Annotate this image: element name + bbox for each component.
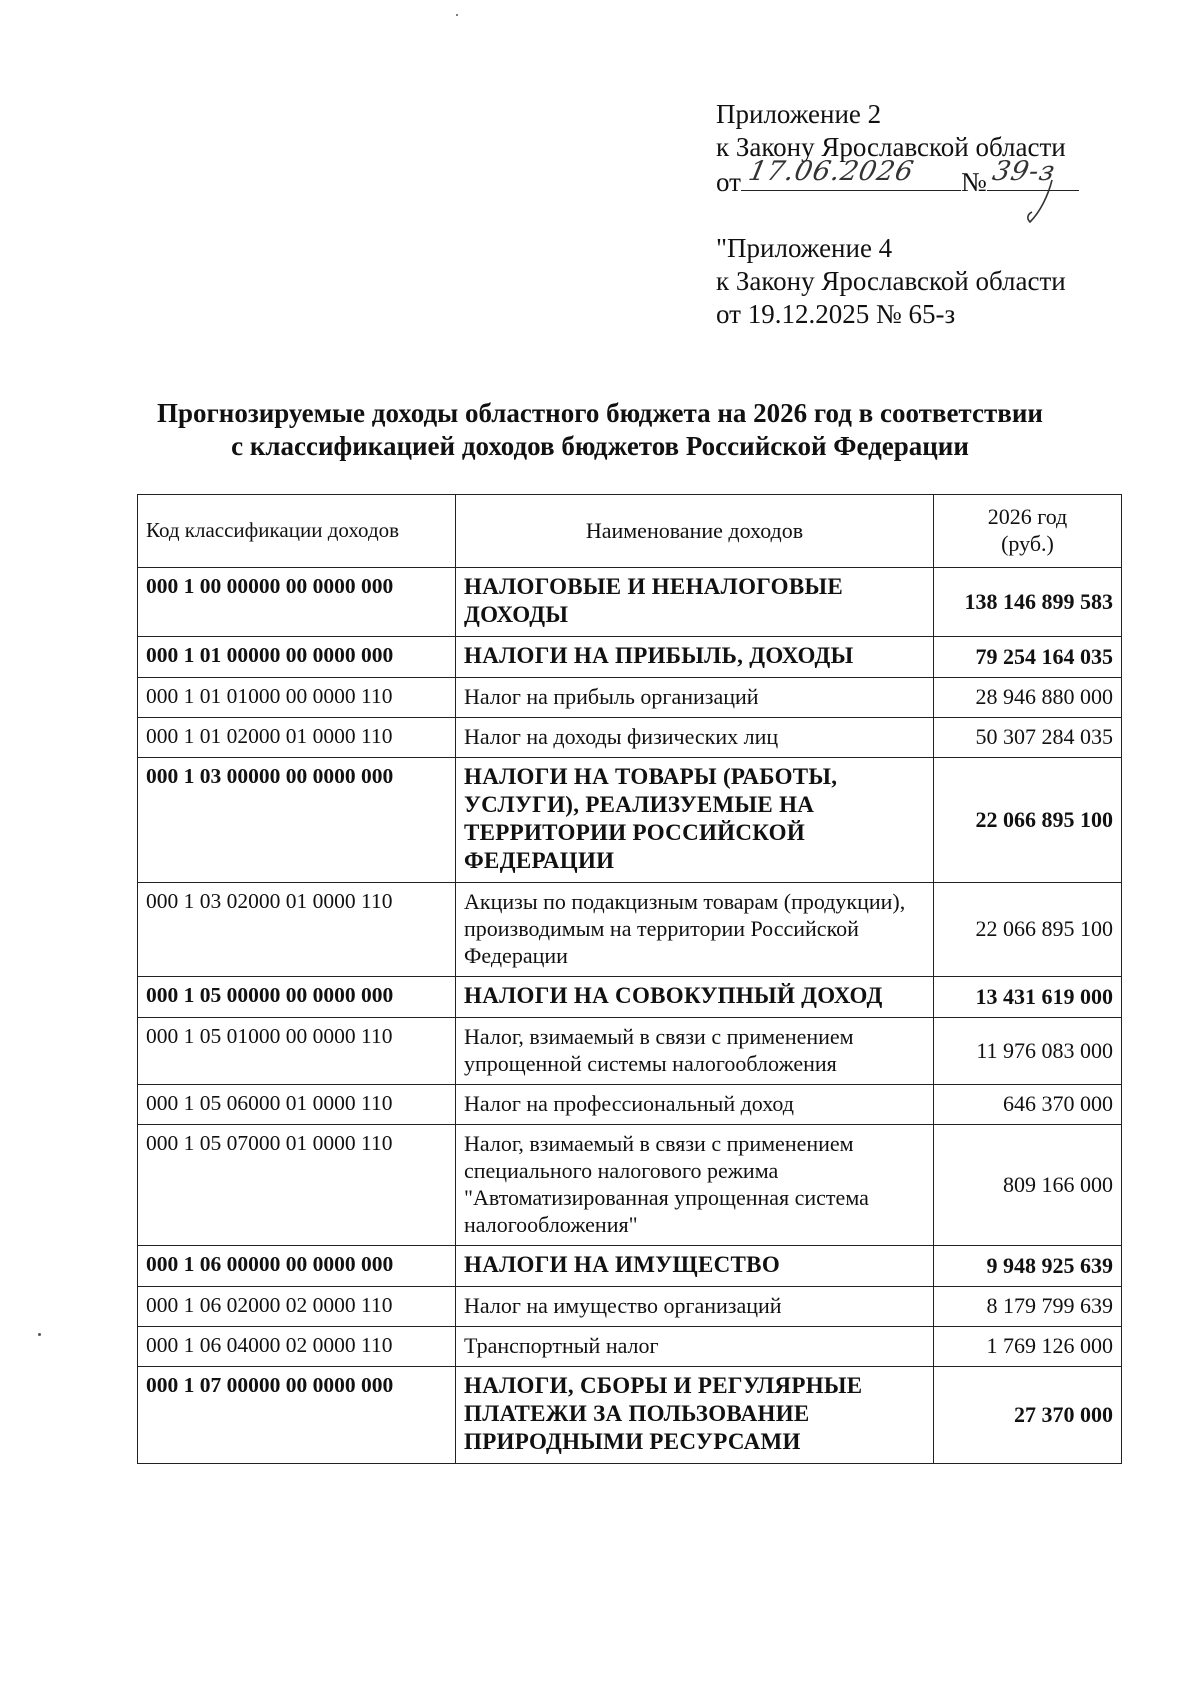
cell-value: 11 976 083 000: [934, 1018, 1122, 1085]
cell-code: 000 1 03 02000 01 0000 110: [138, 883, 456, 977]
cell-value: 13 431 619 000: [934, 977, 1122, 1018]
header-year-unit: (руб.): [1001, 531, 1054, 556]
header-code: Код классификации доходов: [138, 495, 456, 568]
amended-appendix-header: [716, 232, 1136, 331]
handwritten-date: 17.06.2026: [745, 156, 917, 187]
revenue-table: [137, 494, 1122, 1464]
cell-code: 000 1 01 02000 01 0000 110: [138, 718, 456, 758]
cell-code: 000 1 03 00000 00 0000 000: [138, 758, 456, 883]
cell-code: 000 1 05 00000 00 0000 000: [138, 977, 456, 1018]
cell-value: 646 370 000: [934, 1085, 1122, 1125]
cell-code: 000 1 07 00000 00 0000 000: [138, 1367, 456, 1464]
cell-value: 50 307 284 035: [934, 718, 1122, 758]
cell-value: 28 946 880 000: [934, 678, 1122, 718]
cell-name: НАЛОГИ, СБОРЫ И РЕГУЛЯРНЫЕ ПЛАТЕЖИ ЗА ПОЛЬЗОВАНИЕ ПРИРОДНЫМИ РЕСУРСАМИ: [456, 1367, 934, 1464]
cell-name: Налог на профессиональный доход: [456, 1085, 934, 1125]
cell-code: 000 1 06 00000 00 0000 000: [138, 1246, 456, 1287]
cell-name: Налог на прибыль организаций: [456, 678, 934, 718]
table-row: [138, 1246, 1122, 1287]
date-field: [741, 156, 961, 191]
header-year-label: 2026 год: [987, 504, 1068, 529]
cell-code: 000 1 05 01000 00 0000 110: [138, 1018, 456, 1085]
cell-name: НАЛОГИ НА СОВОКУПНЫЙ ДОХОД: [456, 977, 934, 1018]
cell-value: 138 146 899 583: [934, 568, 1122, 637]
cell-value: 79 254 164 035: [934, 637, 1122, 678]
scan-speck: [456, 14, 458, 16]
cell-value: 9 948 925 639: [934, 1246, 1122, 1287]
amended-appendix-law: к Закону Ярославской области: [716, 266, 1066, 296]
date-prefix: от: [716, 167, 741, 197]
table-row: [138, 883, 1122, 977]
appendix-number: Приложение 2: [716, 99, 882, 129]
table-body: [138, 568, 1122, 1464]
handwritten-number: 39-з: [989, 156, 1059, 187]
table-row: [138, 718, 1122, 758]
cell-value: 1 769 126 000: [934, 1327, 1122, 1367]
table-row: [138, 758, 1122, 883]
cell-name: НАЛОГИ НА ПРИБЫЛЬ, ДОХОДЫ: [456, 637, 934, 678]
table-row: [138, 637, 1122, 678]
table-row: [138, 678, 1122, 718]
cell-value: 27 370 000: [934, 1367, 1122, 1464]
cell-code: 000 1 01 01000 00 0000 110: [138, 678, 456, 718]
cell-name: Налог, взимаемый в связи с применением специального налогового режима "Автоматизированная упрощенная система налогообложения": [456, 1125, 934, 1246]
table-row: [138, 1085, 1122, 1125]
table-row: [138, 1287, 1122, 1327]
document-title: [100, 397, 1100, 463]
cell-code: 000 1 06 02000 02 0000 110: [138, 1287, 456, 1327]
handwritten-stroke-icon: [1022, 178, 1062, 228]
cell-code: 000 1 06 04000 02 0000 110: [138, 1327, 456, 1367]
table-row: [138, 568, 1122, 637]
cell-name: Налог на доходы физических лиц: [456, 718, 934, 758]
cell-code: 000 1 05 06000 01 0000 110: [138, 1085, 456, 1125]
amended-appendix-date: от 19.12.2025 № 65-з: [716, 299, 956, 329]
table-header-row: [138, 495, 1122, 568]
cell-value: 809 166 000: [934, 1125, 1122, 1246]
scan-speck: [38, 1333, 41, 1336]
appendix-law: к Закону Ярославской области: [716, 132, 1066, 162]
cell-value: 22 066 895 100: [934, 883, 1122, 977]
cell-name: Транспортный налог: [456, 1327, 934, 1367]
cell-code: 000 1 00 00000 00 0000 000: [138, 568, 456, 637]
cell-name: НАЛОГОВЫЕ И НЕНАЛОГОВЫЕ ДОХОДЫ: [456, 568, 934, 637]
cell-name: Налог, взимаемый в связи с применением упрощенной системы налогообложения: [456, 1018, 934, 1085]
table-row: [138, 977, 1122, 1018]
cell-name: НАЛОГИ НА ТОВАРЫ (РАБОТЫ, УСЛУГИ), РЕАЛИЗУЕМЫЕ НА ТЕРРИТОРИИ РОССИЙСКОЙ ФЕДЕРАЦИИ: [456, 758, 934, 883]
cell-code: 000 1 01 00000 00 0000 000: [138, 637, 456, 678]
cell-name: Налог на имущество организаций: [456, 1287, 934, 1327]
table-row: [138, 1018, 1122, 1085]
cell-name: Акцизы по подакцизным товарам (продукции), производимым на территории Российской Федерации: [456, 883, 934, 977]
table-row: [138, 1327, 1122, 1367]
title-line-2: с классификацией доходов бюджетов Российской Федерации: [231, 431, 969, 461]
amended-appendix-number: "Приложение 4: [716, 233, 893, 263]
cell-name: НАЛОГИ НА ИМУЩЕСТВО: [456, 1246, 934, 1287]
cell-value: 22 066 895 100: [934, 758, 1122, 883]
appendix-header: [716, 98, 1136, 199]
cell-code: 000 1 05 07000 01 0000 110: [138, 1125, 456, 1246]
appendix-date-line: [716, 156, 1136, 199]
number-prefix: №: [960, 167, 987, 197]
header-year: [934, 495, 1122, 568]
table-row: [138, 1125, 1122, 1246]
title-line-1: Прогнозируемые доходы областного бюджета на 2026 год в соответствии: [157, 398, 1043, 428]
header-name: Наименование доходов: [456, 495, 934, 568]
table-row: [138, 1367, 1122, 1464]
cell-value: 8 179 799 639: [934, 1287, 1122, 1327]
